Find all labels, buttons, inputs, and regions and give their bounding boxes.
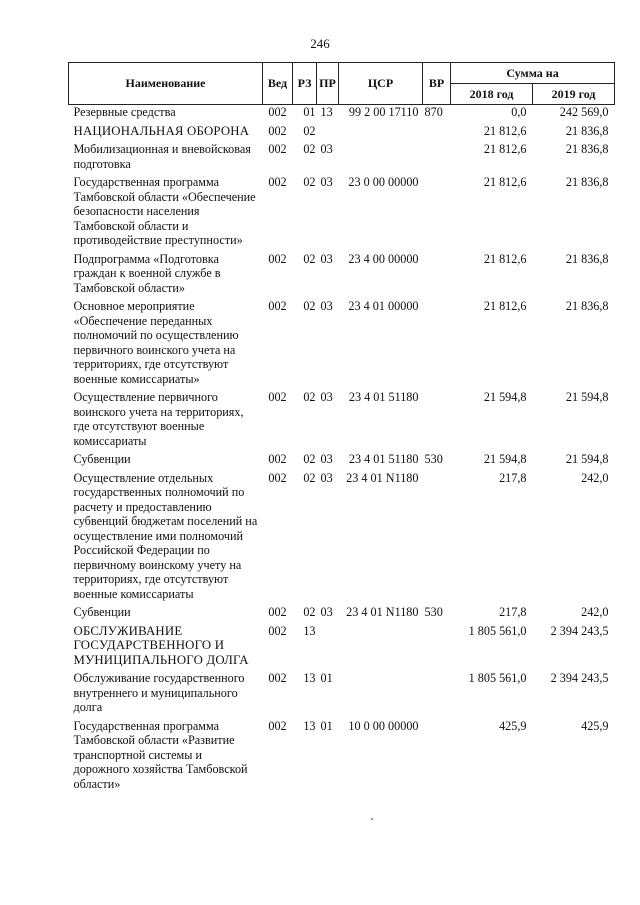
row-ved: 002	[268, 390, 287, 404]
row-csr: 23 4 01 N1180	[346, 470, 419, 485]
row-vr: 870	[424, 105, 443, 119]
row-vr	[423, 624, 451, 672]
table-row	[69, 299, 615, 390]
row-sum-2019: 21 836,8	[565, 251, 609, 266]
row-ved: 002	[268, 671, 287, 685]
row-sum-2019: 2 394 243,5	[550, 671, 609, 685]
row-vr	[423, 471, 451, 606]
row-csr	[339, 124, 423, 143]
row-vr: 530	[424, 605, 443, 619]
row-sum-2019: 21 836,8	[565, 175, 609, 189]
header-year-2019: 2019 год	[533, 84, 615, 105]
row-name: Резервные средства	[73, 105, 176, 119]
row-sum-2019: 21 836,8	[565, 123, 609, 138]
row-vr	[423, 124, 451, 143]
row-csr	[339, 142, 423, 175]
row-ved: 002	[268, 718, 287, 733]
row-name: НАЦИОНАЛЬНАЯ ОБОРОНА	[73, 123, 250, 138]
table-row	[69, 390, 615, 452]
row-csr: 23 4 01 51180	[348, 452, 419, 466]
row-sum-2019: 21 594,8	[565, 452, 609, 466]
row-sum-2018: 1 805 561,0	[468, 623, 527, 638]
row-ved: 002	[268, 623, 287, 638]
table-body	[69, 105, 615, 796]
row-name: Основное мероприятие «Обеспечение переданных полномочий по осуществлению первичного воинского учета на территориях, где отсутствуют военные комиссариаты»	[73, 299, 239, 386]
header-ved: Вед	[263, 63, 293, 105]
row-name: Субвенции	[73, 605, 131, 619]
row-ved: 002	[268, 452, 287, 466]
row-sum-2018: 21 812,6	[483, 175, 527, 189]
row-pr	[317, 624, 339, 672]
row-rz: 13	[303, 623, 316, 638]
row-pr: 03	[320, 470, 333, 485]
row-ved: 002	[268, 299, 287, 313]
row-rz: 01	[303, 105, 316, 119]
row-sum-2019: 242 569,0	[559, 105, 609, 119]
row-rz: 02	[303, 605, 316, 619]
table-row	[69, 142, 615, 175]
row-vr	[423, 390, 451, 452]
row-sum-2019: 2 394 243,5	[550, 623, 609, 638]
row-sum-2018: 21 812,6	[483, 299, 527, 313]
table-header	[69, 63, 615, 105]
row-pr: 03	[320, 251, 333, 266]
table-row	[69, 124, 615, 143]
row-name: Мобилизационная и вневойсковая подготовка	[73, 142, 251, 171]
row-name: Государственная программа Тамбовской области «Обеспечение безопасности населения Тамбовской области и противодействие преступности»	[73, 175, 256, 247]
header-csr: ЦСР	[339, 63, 423, 105]
row-ved: 002	[268, 123, 287, 138]
row-csr: 23 4 01 00000	[348, 299, 419, 313]
row-sum-2018: 21 594,8	[483, 452, 527, 466]
row-sum-2019: 242,0	[581, 605, 609, 619]
row-pr: 01	[320, 718, 333, 733]
table-row	[69, 605, 615, 624]
row-csr	[339, 624, 423, 672]
header-rz: РЗ	[293, 63, 317, 105]
scan-speck	[371, 818, 373, 820]
row-vr	[423, 142, 451, 175]
table-row	[69, 671, 615, 719]
row-ved: 002	[268, 175, 287, 189]
header-vr: ВР	[423, 63, 451, 105]
row-name: Подпрограмма «Подготовка граждан к военной службе в Тамбовской области»	[73, 251, 221, 295]
row-vr	[423, 175, 451, 252]
row-csr: 23 0 00 00000	[348, 175, 419, 189]
row-rz: 02	[303, 175, 316, 189]
table-row	[69, 175, 615, 252]
row-sum-2019: 21 836,8	[565, 299, 609, 313]
page-number: 246	[310, 36, 330, 51]
table-row	[69, 252, 615, 300]
row-pr: 03	[320, 299, 333, 313]
table-row	[69, 105, 615, 124]
row-sum-2019: 21 836,8	[565, 142, 609, 156]
row-rz: 02	[303, 390, 316, 404]
row-sum-2018: 21 594,8	[483, 390, 527, 404]
row-csr: 99 2 00 17110	[348, 105, 419, 119]
header-sum-group: Сумма на	[451, 63, 615, 84]
table-row	[69, 719, 615, 796]
row-vr	[423, 299, 451, 390]
row-pr: 01	[320, 671, 333, 685]
row-sum-2018: 21 812,6	[483, 251, 527, 266]
row-sum-2018: 425,9	[499, 718, 527, 733]
row-sum-2019: 242,0	[581, 470, 609, 485]
row-name: Осуществление первичного воинского учета на территориях, где отсутствуют военные комиссариаты	[73, 390, 244, 448]
row-ved: 002	[268, 470, 287, 485]
row-pr: 13	[320, 105, 333, 119]
row-vr	[423, 252, 451, 300]
row-sum-2018: 217,8	[499, 470, 527, 485]
row-sum-2018: 21 812,6	[483, 123, 527, 138]
row-rz: 02	[303, 142, 316, 156]
row-rz: 13	[303, 671, 316, 685]
row-rz: 02	[303, 470, 316, 485]
row-sum-2018: 21 812,6	[483, 142, 527, 156]
row-ved: 002	[268, 605, 287, 619]
row-pr: 03	[320, 142, 333, 156]
table-row	[69, 452, 615, 471]
row-ved: 002	[268, 251, 287, 266]
row-name: Субвенции	[73, 452, 131, 466]
row-pr: 03	[320, 452, 333, 466]
row-rz: 02	[303, 452, 316, 466]
row-pr: 03	[320, 605, 333, 619]
row-name: ОБСЛУЖИВАНИЕ ГОСУДАРСТВЕННОГО И МУНИЦИПАЛЬНОГО ДОЛГА	[73, 623, 249, 667]
row-csr	[339, 671, 423, 719]
row-rz: 13	[303, 718, 316, 733]
row-pr: 03	[320, 390, 333, 404]
row-rz: 02	[303, 251, 316, 266]
row-sum-2018: 0,0	[511, 105, 527, 119]
header-year-2018: 2018 год	[451, 84, 533, 105]
table-row	[69, 624, 615, 672]
row-name: Обслуживание государственного внутреннего и муниципального долга	[73, 671, 245, 714]
row-sum-2018: 1 805 561,0	[468, 671, 527, 685]
row-sum-2018: 217,8	[499, 605, 527, 619]
row-ved: 002	[268, 142, 287, 156]
row-csr: 23 4 00 00000	[348, 251, 419, 266]
row-sum-2019: 425,9	[581, 718, 609, 733]
budget-table	[68, 62, 615, 795]
row-rz: 02	[303, 123, 316, 138]
row-pr: 03	[320, 175, 333, 189]
row-name: Государственная программа Тамбовской области «Развитие транспортной системы и дорожного хозяйства Тамбовской области»	[73, 718, 248, 791]
row-vr	[423, 671, 451, 719]
table-row	[69, 471, 615, 606]
header-name: Наименование	[69, 63, 263, 105]
row-sum-2019: 21 594,8	[565, 390, 609, 404]
row-vr	[423, 719, 451, 796]
row-vr: 530	[424, 452, 443, 466]
row-rz: 02	[303, 299, 316, 313]
row-ved: 002	[268, 105, 287, 119]
row-pr	[317, 124, 339, 143]
row-csr: 23 4 01 51180	[348, 390, 419, 404]
row-csr: 23 4 01 N1180	[346, 605, 419, 619]
row-csr: 10 0 00 00000	[348, 718, 419, 733]
row-name: Осуществление отдельных государственных полномочий по расчету и предоставлению субвенций бюджетам поселений на осуществление ими полномочий Российской Федерации по первичному воинскому учету на территориях, где отсутствуют военные комиссариаты	[73, 470, 258, 601]
header-pr: ПР	[317, 63, 339, 105]
